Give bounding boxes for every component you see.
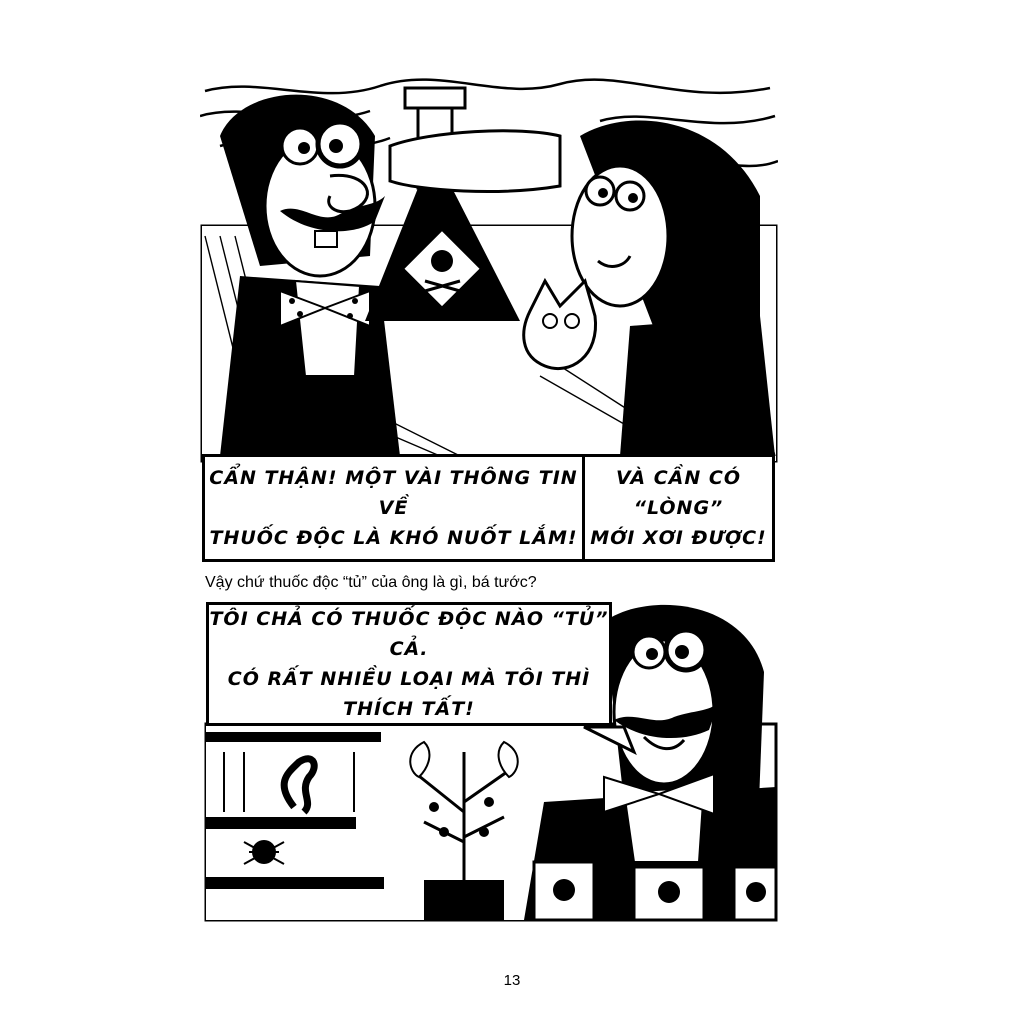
speech-bubble-tail bbox=[584, 727, 634, 752]
skull-icon bbox=[658, 881, 680, 903]
page-number: 13 bbox=[503, 972, 521, 989]
caption-left-text: CẨN THẬN! MỘT VÀI THÔNG TIN VỀ THUỐC ĐỘC LÀ KHÓ NUỐT LẮM! bbox=[209, 467, 578, 549]
skull-icon bbox=[553, 879, 575, 901]
comic-panel-bottom bbox=[204, 602, 778, 922]
caption-right bbox=[582, 454, 775, 562]
speech-bubble-text: TÔI CHẢ CÓ THUỐC ĐỘC NÀO “TỦ” CẢ. CÓ RẤT NHIỀU LOẠI MÀ TÔI THÌ THÍCH TẤT! bbox=[209, 608, 609, 720]
skull-icon bbox=[746, 882, 766, 902]
narration-text: Vậy chứ thuốc độc “tủ” của ông là gì, bá tước? bbox=[205, 574, 537, 591]
potted-plant bbox=[384, 724, 554, 920]
speech-bubble bbox=[206, 602, 612, 726]
skull-icon bbox=[431, 250, 453, 272]
poison-jars bbox=[534, 862, 776, 920]
caption-right-text: VÀ CẦN CÓ “LÒNG” MỚI XƠI ĐƯỢC! bbox=[590, 467, 767, 549]
caption-left bbox=[202, 454, 585, 562]
poison-flask bbox=[365, 88, 520, 321]
hand bbox=[390, 131, 560, 192]
terrarium-shelves bbox=[206, 724, 386, 920]
comic-panel-top bbox=[200, 76, 778, 568]
